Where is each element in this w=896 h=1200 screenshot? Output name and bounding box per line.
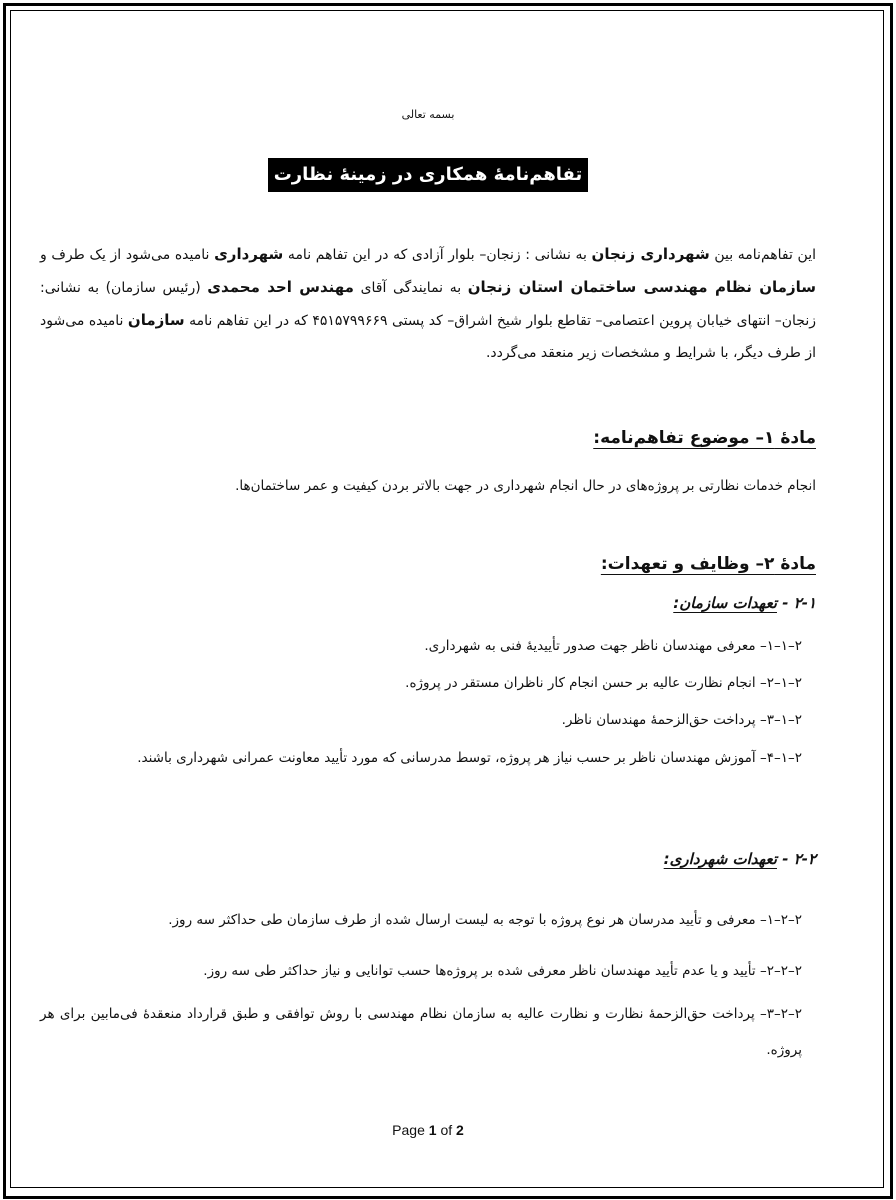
subsection-2-1-heading <box>40 594 816 612</box>
subsection-2-2-number: ۲-۲ - <box>776 850 816 868</box>
intro-text-3: نامیده می‌شود از یک طرف و <box>40 247 215 263</box>
title-wrap <box>40 158 816 192</box>
intro-bold-sazman: سازمان <box>127 311 185 329</box>
footer-page-word: Page <box>392 1122 429 1138</box>
list-item: ۲–۲–۱– معرفی و تأیید مدرسان هر نوع پروژه با توجه به لیست ارسال شده از طرف سازمان طی حداکثر سه روز. <box>168 912 802 928</box>
list-item: ۲–۱–۱– معرفی مهندسان ناظر جهت صدور تأییدیهٔ فنی به شهرداری. <box>424 638 802 654</box>
intro-text-6: نامیده می‌شود از طرف دیگر، با شرایط و مشخصات زیر منعقد می‌گردد. <box>40 313 816 361</box>
subsection-2-2-heading <box>40 850 816 868</box>
list-item: ۲–۱–۳– پرداخت حق‌الزحمهٔ مهندسان ناظر. <box>561 712 802 728</box>
intro-text-5: (رئیس سازمان) به نشانی: زنجان– انتهای خیابان پروین اعتصامی– تقاطع بلوار شیخ اشراق– کد پستی ۴۵۱۵۷۹۹۶۶۹ که در این تفاهم نامه <box>40 280 816 329</box>
subsection-2-1-title: تعهدات سازمان: <box>673 594 777 612</box>
list-item: ۲–۲–۲– تأیید و یا عدم تأیید مهندسان ناظر معرفی شده بر پروژه‌ها حسب توانایی و نیاز حداکثر طی سه روز. <box>203 963 802 979</box>
document-title: تفاهم‌نامهٔ همکاری در زمینهٔ نظارت <box>268 158 589 192</box>
intro-text-2: به نشانی : زنجان– بلوار آزادی که در این تفاهم نامه <box>283 247 592 263</box>
intro-bold-municipality: شهرداری زنجان <box>591 245 710 263</box>
subsection-2-1-number: ۲-۱ - <box>776 594 816 612</box>
intro-text-1: این تفاهم‌نامه بین <box>709 247 816 263</box>
intro-bold-shahrdari: شهرداری <box>214 245 284 263</box>
list-item: ۲–۱–۴– آموزش مهندسان ناظر بر حسب نیاز هر پروژه، توسط مدرسانی که مورد تأیید معاونت عمرانی شهرداری باشند. <box>137 750 802 766</box>
article-1-heading: مادهٔ ۱– موضوع تفاهم‌نامه: <box>593 428 816 448</box>
intro-paragraph <box>40 238 816 369</box>
footer-of-word: of <box>436 1122 457 1138</box>
page-footer <box>40 1122 816 1138</box>
article-2-heading: مادهٔ ۲– وظایف و تعهدات: <box>600 554 816 574</box>
intro-bold-representative: مهندس احد محمدی <box>207 278 354 296</box>
list-item: ۲–۱–۲– انجام نظارت عالیه بر حسن انجام کار ناظران مستقر در پروژه. <box>405 675 802 691</box>
intro-text-4: به نمایندگی آقای <box>353 280 468 296</box>
list-item: ۲–۲–۳– پرداخت حق‌الزحمهٔ نظارت و نظارت عالیه به سازمان نظام مهندسی با روش توافقی و طبق قرارداد منعقدهٔ فی‌مابین برای هر پروژه. <box>40 1006 802 1058</box>
footer-page-total: 2 <box>456 1122 464 1138</box>
article-1-text: انجام خدمات نظارتی بر پروژه‌های در حال انجام شهرداری در جهت بالاتر بردن کیفیت و عمر ساختمان‌ها. <box>235 478 816 494</box>
document-page <box>40 0 816 1200</box>
footer-page-number: 1 <box>428 1122 437 1138</box>
bismillah: بسمه تعالی <box>401 108 455 121</box>
subsection-2-2-title: تعهدات شهرداری: <box>663 850 777 868</box>
intro-bold-organization: سازمان نظام مهندسی ساختمان استان زنجان <box>467 278 816 296</box>
